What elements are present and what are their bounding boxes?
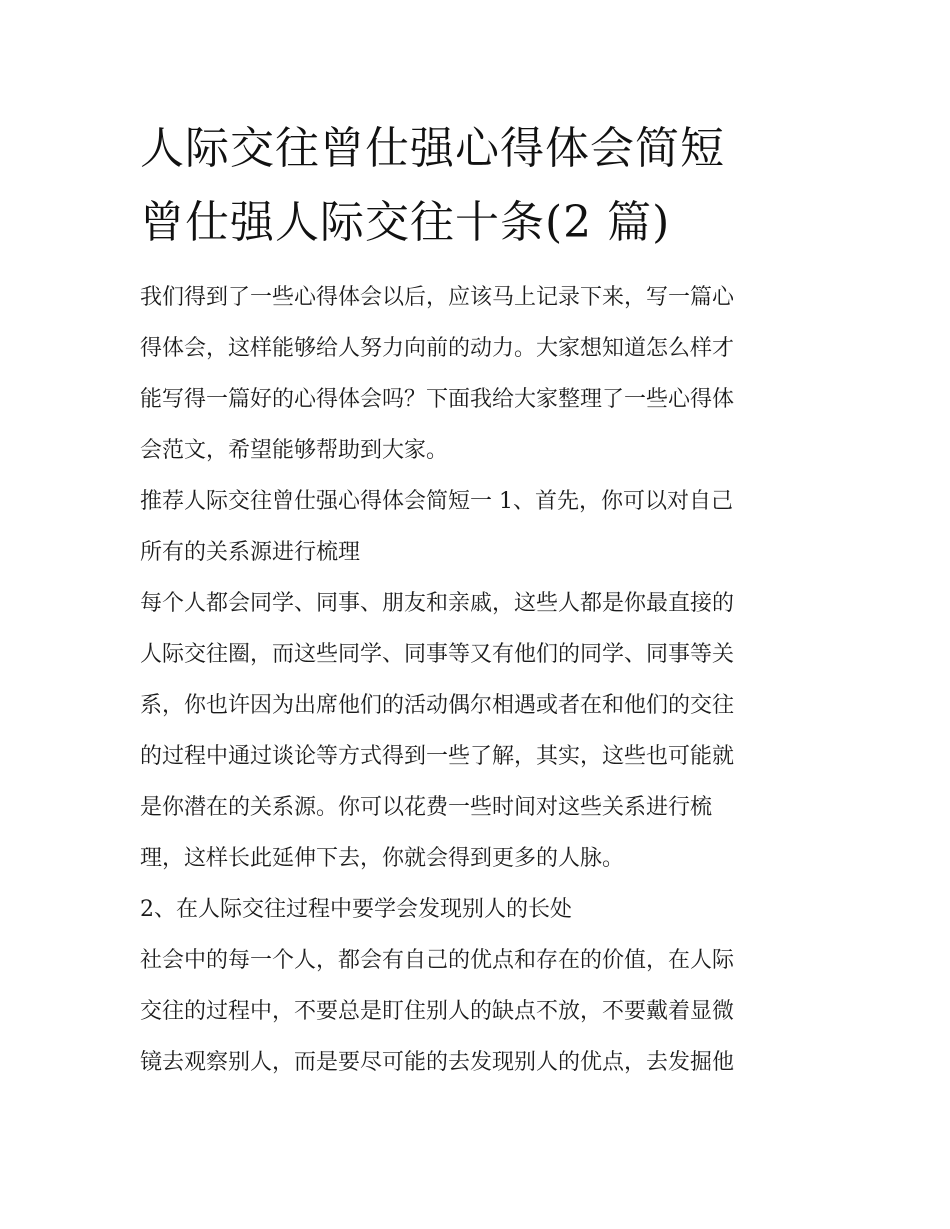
paragraph-section-2-body <box>140 935 820 1088</box>
document-title <box>140 112 820 260</box>
text-line: 所有的关系源进行梳理 <box>140 540 361 565</box>
title-line-1: 人际交往曾仕强心得体会简短 <box>140 123 725 174</box>
text-line: 每个人都会同学、同事、朋友和亲戚，这些人都是你最直接的 <box>140 591 735 616</box>
paragraph-section-2-heading <box>140 884 820 935</box>
text-line: 社会中的每一个人，都会有自己的优点和存在的价值，在人际 <box>140 948 735 973</box>
paragraph-intro <box>140 272 820 476</box>
text-line: 的过程中通过谈论等方式得到一些了解，其实，这些也可能就 <box>140 744 735 769</box>
document-page <box>140 112 820 1088</box>
text-line: 会范文，希望能够帮助到大家。 <box>140 438 449 463</box>
text-line: 我们得到了一些心得体会以后，应该马上记录下来，写一篇心 <box>140 285 735 310</box>
text-line: 能写得一篇好的心得体会吗？下面我给大家整理了一些心得体 <box>140 387 735 412</box>
text-line: 推荐人际交往曾仕强心得体会简短一 1、首先，你可以对自己 <box>140 489 733 514</box>
text-line: 理，这样长此延伸下去，你就会得到更多的人脉。 <box>140 846 625 871</box>
document-body <box>140 272 820 1088</box>
text-line: 人际交往圈，而这些同学、同事等又有他们的同学、同事等关 <box>140 642 735 667</box>
text-line: 镜去观察别人，而是要尽可能的去发现别人的优点，去发掘他 <box>140 1050 735 1075</box>
text-line: 2、在人际交往过程中要学会发现别人的长处 <box>140 897 572 922</box>
text-line: 得体会，这样能够给人努力向前的动力。大家想知道怎么样才 <box>140 336 735 361</box>
text-line: 交往的过程中，不要总是盯住别人的缺点不放，不要戴着显微 <box>140 999 735 1024</box>
paragraph-section-1-body <box>140 578 820 884</box>
title-line-2: 曾仕强人际交往十条(2 篇) <box>140 197 671 248</box>
text-line: 是你潜在的关系源。你可以花费一些时间对这些关系进行梳 <box>140 795 713 820</box>
paragraph-section-1-heading <box>140 476 820 578</box>
text-line: 系，你也许因为出席他们的活动偶尔相遇或者在和他们的交往 <box>140 693 735 718</box>
